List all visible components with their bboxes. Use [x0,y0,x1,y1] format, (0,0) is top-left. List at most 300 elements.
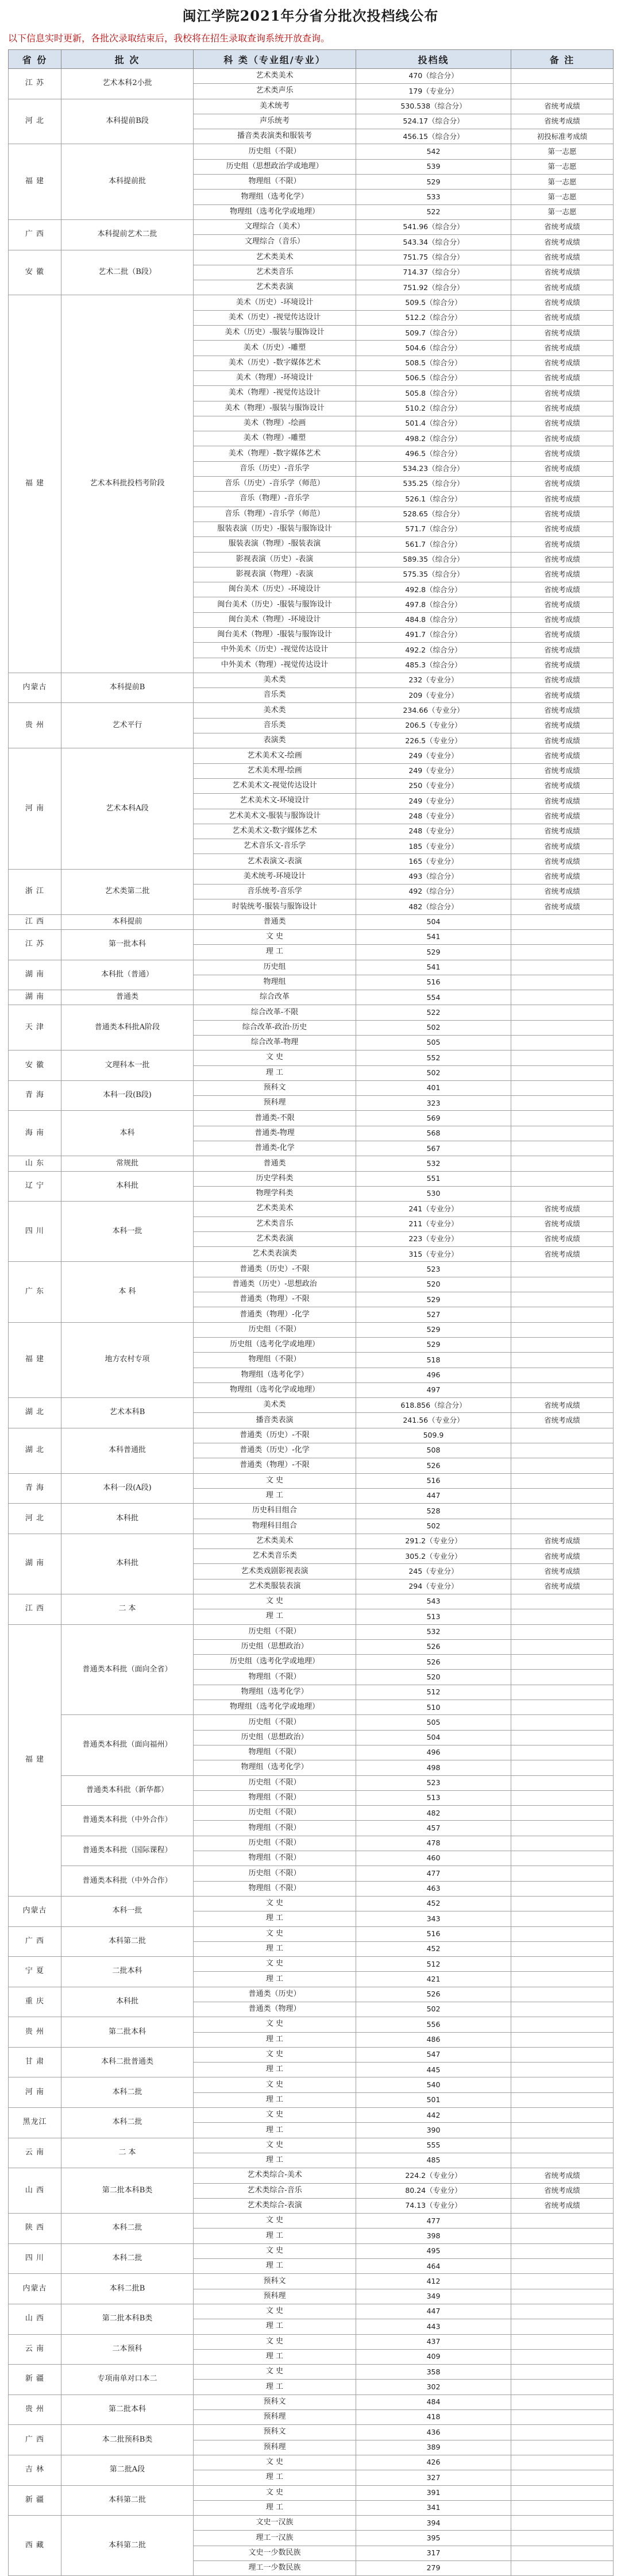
subject-cell: 艺术类美术 [194,1534,356,1548]
note-cell [511,1141,614,1156]
subject-cell: 影视表演（物理）-表演 [194,567,356,582]
subject-cell: 理 工 [194,1911,356,1926]
note-cell [511,2229,614,2243]
subject-cell: 物理科目组合 [194,1519,356,1534]
subject-cell: 普通类（物理） [194,2002,356,2017]
table-row [9,1534,614,1548]
province-cell: 湖 南 [9,1534,61,1594]
batch-cell: 本科一批 [61,1896,194,1926]
score-cell: 529 [356,945,511,960]
province-cell: 山 西 [9,2304,61,2334]
note-cell [511,2108,614,2123]
note-cell: 省统考成绩 [511,1398,614,1413]
score-cell: 485.3（综合分） [356,658,511,673]
subject-cell: 理 工 [194,2380,356,2395]
note-cell [511,1775,614,1790]
note-cell [511,1307,614,1322]
subject-cell: 文 史 [194,2017,356,2032]
subject-cell: 理 工 [194,2032,356,2047]
batch-cell: 艺术本科批投档考阶段 [61,295,194,673]
subject-cell: 美术类 [194,1398,356,1413]
subject-cell: 预科文 [194,2395,356,2409]
score-cell: 477 [356,1866,511,1881]
score-cell: 509.7（综合分） [356,326,511,341]
score-cell: 505 [356,1715,511,1730]
note-cell [511,1292,614,1307]
table-row [9,2047,614,2062]
note-cell: 省统考成绩 [511,794,614,809]
score-cell: 510 [356,1700,511,1715]
note-cell [511,1957,614,1972]
header-note: 备 注 [511,50,614,69]
subject-cell: 美术（历史）-视觉传达设计 [194,310,356,325]
table-header-row [9,50,614,69]
table-row [9,144,614,159]
score-cell: 520 [356,1670,511,1685]
province-cell: 四 川 [9,1202,61,1262]
province-cell: 青 海 [9,1080,61,1111]
subject-cell: 艺术类戏剧影视表演 [194,1564,356,1579]
note-cell [511,1806,614,1821]
note-cell [511,1262,614,1277]
table-row [9,2425,614,2440]
note-cell: 省统考成绩 [511,597,614,612]
subject-cell: 时装统考-服装与服饰设计 [194,899,356,914]
batch-cell: 本科二批B [61,2274,194,2304]
score-cell: 248（专业分） [356,824,511,839]
province-cell: 江 苏 [9,929,61,960]
score-cell: 491.7（综合分） [356,627,511,642]
score-cell: 561.7（综合分） [356,537,511,552]
note-cell [511,1881,614,1896]
score-cell: 436 [356,2425,511,2440]
note-cell: 第一志愿 [511,159,614,174]
subject-cell: 文 史 [194,2485,356,2500]
note-cell: 省统考成绩 [511,310,614,325]
subject-cell: 美术统考-环境设计 [194,869,356,884]
score-cell: 589.35（综合分） [356,552,511,567]
score-cell: 391 [356,2485,511,2500]
score-cell: 501 [356,2092,511,2107]
note-cell [511,1700,614,1715]
province-cell: 江 苏 [9,69,61,99]
subject-cell: 音乐（历史）-音乐学 [194,461,356,476]
note-cell: 省统考成绩 [511,854,614,869]
note-cell: 第一志愿 [511,190,614,204]
province-cell: 江 西 [9,914,61,929]
subject-cell: 理 工 [194,1065,356,1080]
subject-cell: 物理组（选考化学或地理） [194,1700,356,1715]
table-row [9,2304,614,2319]
subject-cell: 普通类（历史）-不限 [194,1262,356,1277]
score-cell: 291.2（专业分） [356,1534,511,1548]
subject-cell: 文 史 [194,1896,356,1911]
province-cell: 青 海 [9,1473,61,1504]
subject-cell: 文 史 [194,2334,356,2349]
subject-cell: 物理组（选考化学） [194,1368,356,1382]
note-cell: 省统考成绩 [511,839,614,854]
province-cell: 安 徽 [9,1051,61,1081]
batch-cell: 本科一段(B段) [61,1080,194,1111]
table-row [9,2017,614,2032]
subject-cell: 美术（物理）-服装与服饰设计 [194,401,356,416]
table-row [9,69,614,84]
note-cell [511,2077,614,2092]
note-cell [511,2214,614,2229]
subject-cell: 理 工 [194,1972,356,1987]
note-cell: 省统考成绩 [511,99,614,114]
province-cell: 西 藏 [9,2516,61,2576]
note-cell [511,2032,614,2047]
subject-cell: 物理组（不限） [194,175,356,190]
note-cell [511,2546,614,2560]
province-cell: 内蒙古 [9,2274,61,2304]
province-cell: 湖 南 [9,960,61,990]
note-cell [511,2304,614,2319]
score-cell: 245（专业分） [356,1564,511,1579]
score-cell: 520 [356,1277,511,1292]
subject-cell: 闽台美术（物理）-环境设计 [194,612,356,627]
note-cell: 省统考成绩 [511,2168,614,2183]
table-row [9,748,614,763]
score-cell: 533 [356,190,511,204]
score-cell: 226.5（专业分） [356,733,511,748]
note-cell: 省统考成绩 [511,341,614,356]
score-cell: 224.2（专业分） [356,2168,511,2183]
note-cell [511,1488,614,1503]
batch-cell: 本科第二批 [61,2516,194,2576]
note-cell [511,914,614,929]
score-cell: 389 [356,2440,511,2455]
note-cell [511,84,614,99]
score-cell: 556 [356,2017,511,2032]
score-cell: 751.75（综合分） [356,250,511,265]
province-cell: 河 南 [9,748,61,869]
score-cell: 526 [356,1987,511,2002]
batch-cell: 普通类 [61,990,194,1005]
subject-cell: 历史组（不限） [194,1322,356,1337]
score-cell: 343 [356,1911,511,1926]
note-cell [511,2516,614,2531]
note-cell [511,1126,614,1141]
subject-cell: 美术类 [194,703,356,718]
province-cell: 内蒙古 [9,1896,61,1926]
note-cell [511,1941,614,1956]
subject-cell: 物理组（选考化学） [194,190,356,204]
subject-cell: 预科文 [194,2274,356,2289]
score-cell: 241.56（专业分） [356,1413,511,1428]
note-cell [511,2485,614,2500]
score-cell: 504.6（综合分） [356,341,511,356]
subject-cell: 音乐（物理）-音乐学 [194,492,356,507]
score-cell: 508.5（综合分） [356,356,511,370]
subject-cell: 艺术类综合-表演 [194,2198,356,2213]
note-cell [511,929,614,944]
table-row [9,2365,614,2380]
score-cell: 526 [356,1639,511,1654]
page-title: 闽江学院2021年分省分批次投档线公布 [182,7,439,24]
score-cell: 575.35（综合分） [356,567,511,582]
batch-cell: 二批本科 [61,1957,194,1987]
table-row [9,2455,614,2470]
note-cell [511,2425,614,2440]
batch-cell: 普通类本科批（面向全省） [61,1624,194,1715]
province-cell: 福 建 [9,1624,61,1896]
subject-cell: 普通类（历史）-思想政治 [194,1277,356,1292]
table-row [9,295,614,310]
subject-cell: 艺术类美术 [194,1202,356,1216]
province-cell: 江 西 [9,1594,61,1624]
batch-cell: 本科二批 [61,2243,194,2274]
batch-cell: 地方农村专项 [61,1322,194,1397]
subject-cell: 播音类表演类和服装考 [194,129,356,144]
score-cell: 568 [356,1126,511,1141]
score-cell: 234.66（专业分） [356,703,511,718]
subject-cell: 文 史 [194,1957,356,1972]
note-cell [511,1504,614,1519]
score-cell: 279 [356,2560,511,2575]
note-cell [511,990,614,1005]
score-cell: 506.5（综合分） [356,370,511,385]
batch-cell: 本二批预科B类 [61,2425,194,2455]
note-cell: 省统考成绩 [511,416,614,431]
note-cell: 省统考成绩 [511,1216,614,1231]
score-cell: 482（综合分） [356,899,511,914]
table-row [9,219,614,234]
score-cell: 412 [356,2274,511,2289]
batch-cell: 本科提前 [61,914,194,929]
note-cell [511,1171,614,1186]
score-cell: 530.538（综合分） [356,99,511,114]
note-cell [511,2002,614,2017]
score-cell: 502 [356,2002,511,2017]
note-cell: 省统考成绩 [511,522,614,536]
score-cell: 232（专业分） [356,673,511,688]
note-cell: 省统考成绩 [511,235,614,250]
province-cell: 广 西 [9,2425,61,2455]
subject-cell: 闽台美术（物理）-服装与服饰设计 [194,627,356,642]
note-cell: 第一志愿 [511,175,614,190]
score-cell: 497.8（综合分） [356,597,511,612]
province-cell: 湖 南 [9,990,61,1005]
subject-cell: 美术（历史）-环境设计 [194,295,356,310]
table-row [9,1473,614,1488]
subject-cell: 理 工 [194,2123,356,2138]
score-cell: 496 [356,1368,511,1382]
score-cell: 504 [356,1730,511,1745]
subject-cell: 文 史 [194,2455,356,2470]
score-cell: 529 [356,1292,511,1307]
note-cell: 省统考成绩 [511,326,614,341]
subject-cell: 艺术美术文-绘画 [194,748,356,763]
note-cell [511,1156,614,1171]
note-cell: 省统考成绩 [511,809,614,824]
batch-cell: 第二批本科B类 [61,2304,194,2334]
note-cell: 省统考成绩 [511,673,614,688]
score-cell: 502 [356,1065,511,1080]
score-cell: 523 [356,1262,511,1277]
score-cell: 484.8（综合分） [356,612,511,627]
score-cell: 165（专业分） [356,854,511,869]
subject-cell: 艺术类音乐 [194,1216,356,1231]
score-cell: 74.13（专业分） [356,2198,511,2213]
table-row [9,99,614,114]
subject-cell: 普通类-化学 [194,1141,356,1156]
province-cell: 贵 州 [9,2017,61,2048]
note-cell [511,1005,614,1020]
score-cell: 249（专业分） [356,763,511,778]
note-cell: 省统考成绩 [511,2183,614,2198]
score-cell: 447 [356,2304,511,2319]
score-cell: 484 [356,2395,511,2409]
note-cell: 省统考成绩 [511,1549,614,1564]
note-cell [511,1670,614,1685]
subject-cell: 普通类 [194,914,356,929]
score-cell: 80.24（专业分） [356,2183,511,2198]
subject-cell: 艺术表演文-表演 [194,854,356,869]
province-cell: 贵 州 [9,2395,61,2425]
note-cell: 省统考成绩 [511,1534,614,1548]
batch-cell: 文理科本一批 [61,1051,194,1081]
note-cell [511,1458,614,1473]
note-cell [511,2455,614,2470]
note-cell [511,1473,614,1488]
note-cell: 省统考成绩 [511,461,614,476]
note-cell: 初投标准考成绩 [511,129,614,144]
score-cell: 535.25（综合分） [356,477,511,492]
subject-cell: 艺术类美术 [194,69,356,84]
score-cell: 452 [356,1896,511,1911]
table-row [9,869,614,884]
batch-cell: 本科一批 [61,1202,194,1262]
subject-cell: 普通类（物理）-不限 [194,1458,356,1473]
score-cell: 478 [356,1836,511,1851]
subject-cell: 美术（物理）-雕塑 [194,431,356,446]
note-cell: 省统考成绩 [511,748,614,763]
table-row [9,1594,614,1609]
province-cell: 新 疆 [9,2485,61,2516]
province-cell: 福 建 [9,1322,61,1397]
score-cell: 452 [356,1941,511,1956]
note-cell: 省统考成绩 [511,250,614,265]
subject-cell: 闽台美术（历史）-服装与服饰设计 [194,597,356,612]
subject-cell: 文 史 [194,1926,356,1941]
batch-cell: 第二批本科 [61,2017,194,2048]
score-cell: 528 [356,1504,511,1519]
score-cell: 209（专业分） [356,688,511,703]
score-cell: 532 [356,1624,511,1639]
batch-cell: 第二批A段 [61,2455,194,2485]
table-row [9,2243,614,2258]
table-row [9,1262,614,1277]
subject-cell: 音乐（历史）-音乐学（师范） [194,477,356,492]
subject-cell: 理工一汉族 [194,2531,356,2546]
score-cell: 442 [356,2108,511,2123]
note-cell [511,945,614,960]
subject-cell: 艺术美术理-绘画 [194,763,356,778]
table-row [9,960,614,975]
note-cell [511,1382,614,1397]
score-cell: 305.2（专业分） [356,1549,511,1564]
note-cell [511,1685,614,1700]
province-cell: 内蒙古 [9,673,61,703]
table-row [9,2274,614,2289]
batch-cell: 第二批本科 [61,2395,194,2425]
subject-cell: 文 史 [194,2047,356,2062]
subject-cell: 理 工 [194,2153,356,2168]
subject-cell: 艺术美术文-环境设计 [194,794,356,809]
note-cell: 省统考成绩 [511,1564,614,1579]
score-cell: 496 [356,1745,511,1760]
score-cell: 522 [356,204,511,219]
note-cell [511,1639,614,1654]
subject-cell: 理 工 [194,945,356,960]
note-cell [511,2349,614,2364]
note-cell [511,2395,614,2409]
table-row [9,2138,614,2153]
score-cell: 398 [356,2229,511,2243]
subject-cell: 理 工 [194,2470,356,2485]
subject-cell: 理 工 [194,1609,356,1624]
subject-cell: 播音类表演 [194,1413,356,1428]
table-body [9,69,614,2576]
subject-cell: 美术（历史）-服装与服饰设计 [194,326,356,341]
subject-cell: 艺术类综合-音乐 [194,2183,356,2198]
note-cell [511,1051,614,1065]
note-cell: 省统考成绩 [511,219,614,234]
note-cell [511,2092,614,2107]
note-cell: 省统考成绩 [511,885,614,899]
batch-cell: 第一批本科 [61,929,194,960]
score-cell: 492（综合分） [356,885,511,899]
table-row [9,2108,614,2123]
subject-cell: 文理综合（音乐） [194,235,356,250]
province-cell: 福 建 [9,295,61,673]
province-cell: 四 川 [9,2243,61,2274]
subject-cell: 普通类（历史）-不限 [194,1428,356,1443]
batch-cell: 艺术平行 [61,703,194,748]
province-cell: 新 疆 [9,2365,61,2395]
subject-cell: 表演类 [194,733,356,748]
note-cell: 省统考成绩 [511,643,614,658]
table-row [9,1398,614,1413]
province-cell: 云 南 [9,2138,61,2168]
note-cell [511,1836,614,1851]
note-cell [511,2274,614,2289]
score-cell: 516 [356,1926,511,1941]
subject-cell: 美术（历史）-雕塑 [194,341,356,356]
subject-cell: 预科文 [194,2425,356,2440]
score-cell: 496.5（综合分） [356,446,511,461]
score-cell: 529 [356,175,511,190]
score-cell: 302 [356,2380,511,2395]
score-cell: 492.8（综合分） [356,582,511,597]
subject-cell: 美术（物理）-绘画 [194,416,356,431]
subject-cell: 文 史 [194,2077,356,2092]
subject-cell: 预科理 [194,2289,356,2304]
batch-cell: 专项南单对口本二 [61,2365,194,2395]
subject-cell: 理 工 [194,2259,356,2274]
score-cell: 513 [356,1609,511,1624]
note-cell: 省统考成绩 [511,582,614,597]
score-cell: 569 [356,1111,511,1126]
subject-cell: 理 工 [194,2063,356,2077]
score-cell: 554 [356,990,511,1005]
score-cell: 534.23（综合分） [356,461,511,476]
score-cell: 495 [356,2243,511,2258]
batch-cell: 二本预科 [61,2334,194,2365]
score-cell: 421 [356,1972,511,1987]
